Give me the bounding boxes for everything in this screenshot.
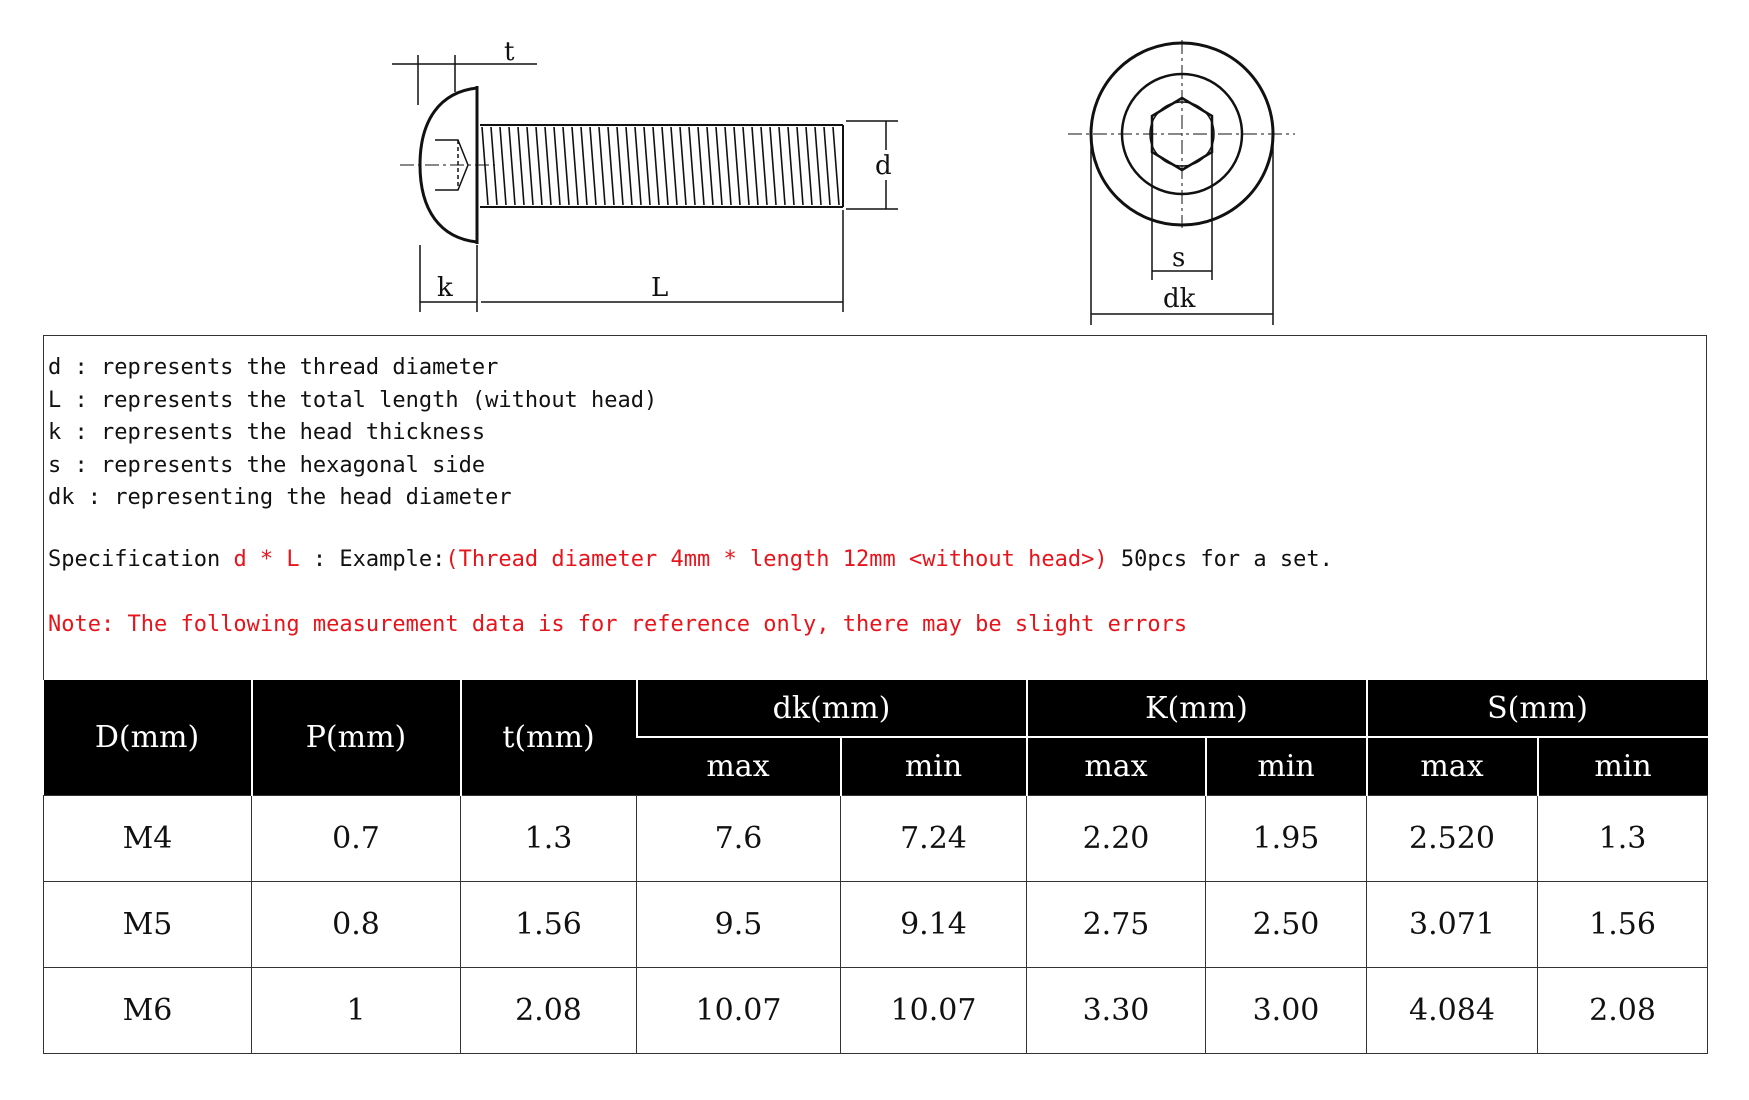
table-cell: 9.5	[637, 882, 841, 968]
dimensions-table	[43, 680, 1708, 1054]
thread-line	[662, 127, 668, 205]
dimension-legend	[48, 352, 657, 515]
table-cell: 4.084	[1367, 968, 1538, 1054]
table-cell: 10.07	[841, 968, 1027, 1054]
legend-item-dk: dk : representing the head diameter	[48, 485, 512, 510]
thread-line	[725, 127, 731, 205]
thread-line	[653, 127, 659, 205]
thread-line	[761, 127, 767, 205]
table-cell: 2.50	[1206, 882, 1367, 968]
table-row	[44, 882, 1708, 968]
thread-line	[824, 127, 830, 205]
thread-line	[644, 127, 650, 205]
thread-line	[797, 127, 803, 205]
table-cell: 7.6	[637, 796, 841, 882]
header-K: K(mm)	[1027, 680, 1367, 737]
header-dk-max: max	[637, 737, 841, 796]
specification-line	[48, 547, 1333, 572]
legend-item-L: L : represents the total length (without head)	[48, 387, 658, 413]
thread-line	[500, 127, 506, 205]
table-cell: 2.20	[1027, 796, 1206, 882]
table-cell: M6	[44, 968, 252, 1054]
header-S: S(mm)	[1367, 680, 1708, 737]
thread-line	[572, 127, 578, 205]
header-dk-min: min	[841, 737, 1027, 796]
table-cell: 2.08	[1538, 968, 1708, 1054]
thread-line	[527, 127, 533, 205]
thread-line	[779, 127, 785, 205]
header-D: D(mm)	[44, 680, 252, 796]
table-cell: 1.56	[461, 882, 637, 968]
dk-dimension-label: dk	[1163, 284, 1196, 314]
header-P: P(mm)	[252, 680, 461, 796]
table-cell: 10.07	[637, 968, 841, 1054]
spec-formula: d * L	[233, 547, 300, 572]
thread-line	[833, 127, 839, 205]
thread-line	[698, 127, 704, 205]
thread-line	[752, 127, 758, 205]
thread-line	[635, 127, 641, 205]
screw-drawings	[0, 0, 1749, 340]
spec-mid: : Example:	[299, 547, 446, 572]
header-t: t(mm)	[461, 680, 637, 796]
table-cell: 2.08	[461, 968, 637, 1054]
L-dimension-label: L	[651, 273, 669, 303]
thread-line	[491, 127, 497, 205]
table-cell: 3.071	[1367, 882, 1538, 968]
thread-line	[626, 127, 632, 205]
thread-line	[536, 127, 542, 205]
thread-line	[815, 127, 821, 205]
table-cell: M4	[44, 796, 252, 882]
table-cell: 3.00	[1206, 968, 1367, 1054]
thread-line	[707, 127, 713, 205]
s-dimension-label: s	[1172, 243, 1186, 273]
measurement-note: Note: The following measurement data is for reference only, there may be slight errors	[48, 612, 1188, 637]
table-cell: 1.3	[461, 796, 637, 882]
thread-line	[509, 127, 515, 205]
d-dimension-label: d	[875, 151, 892, 181]
thread-line	[806, 127, 812, 205]
table-cell: 0.7	[252, 796, 461, 882]
thread-line	[689, 127, 695, 205]
table-cell: 1.56	[1538, 882, 1708, 968]
spec-prefix: Specification	[48, 547, 234, 572]
header-S-max: max	[1367, 737, 1538, 796]
k-dimension-label: k	[437, 273, 453, 303]
definitions-box	[43, 335, 1707, 680]
thread-line	[599, 127, 605, 205]
thread-line	[671, 127, 677, 205]
spec-example: (Thread diameter 4mm * length 12mm <without head>)	[445, 547, 1108, 572]
screw-side-view	[392, 37, 898, 312]
legend-item-d: d : represents the thread diameter	[48, 355, 499, 380]
spec-suffix: 50pcs for a set.	[1107, 547, 1333, 572]
thread-line	[608, 127, 614, 205]
table-cell: 3.30	[1027, 968, 1206, 1054]
table-cell: 9.14	[841, 882, 1027, 968]
table-row	[44, 968, 1708, 1054]
thread-line	[563, 127, 569, 205]
table-cell: 2.75	[1027, 882, 1206, 968]
thread-line	[788, 127, 794, 205]
t-dimension-label: t	[504, 37, 515, 67]
thread-line	[518, 127, 524, 205]
header-K-min: min	[1206, 737, 1367, 796]
header-S-min: min	[1538, 737, 1708, 796]
thread-line	[743, 127, 749, 205]
table-cell: 1.3	[1538, 796, 1708, 882]
table-cell: 1	[252, 968, 461, 1054]
thread-line	[770, 127, 776, 205]
thread-line	[554, 127, 560, 205]
legend-item-s: s : represents the hexagonal side	[48, 452, 486, 478]
thread-line	[581, 127, 587, 205]
thread-line	[590, 127, 596, 205]
table-cell: 1.95	[1206, 796, 1367, 882]
table-cell: 7.24	[841, 796, 1027, 882]
thread-line	[617, 127, 623, 205]
table-cell: 0.8	[252, 882, 461, 968]
table-cell: 2.520	[1367, 796, 1538, 882]
thread-line	[680, 127, 686, 205]
thread-line	[734, 127, 740, 205]
header-K-max: max	[1027, 737, 1206, 796]
table-row	[44, 796, 1708, 882]
header-dk: dk(mm)	[637, 680, 1027, 737]
thread-line	[716, 127, 722, 205]
thread-line	[482, 127, 488, 205]
screw-top-view	[1068, 40, 1295, 325]
legend-item-k: k : represents the head thickness	[48, 420, 486, 445]
table-cell: M5	[44, 882, 252, 968]
thread-line	[545, 127, 551, 205]
